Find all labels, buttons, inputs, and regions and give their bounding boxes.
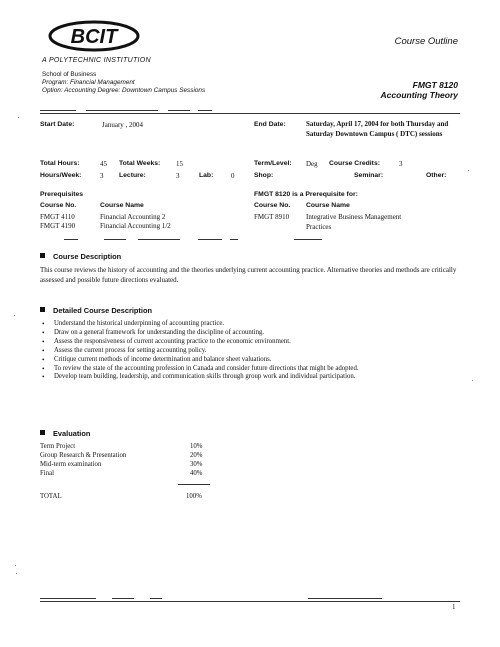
lecture-label: Lecture: [119, 172, 146, 179]
hours-week-label: Hours/Week: [40, 172, 82, 179]
term-level-label: Term/Level: [254, 160, 292, 167]
total-weeks-value: 15 [176, 160, 183, 168]
footer-dash [150, 598, 162, 599]
evaluation-total-pct: 100% [186, 493, 202, 500]
other-label: Other: [426, 172, 447, 179]
program-block [42, 71, 205, 95]
evaluation-pct: 20% [190, 452, 203, 459]
footer-dash [112, 598, 134, 599]
scan-speck [468, 170, 469, 171]
total-rule [178, 484, 210, 485]
option-name: Option: Accounting Degree: Downtown Campus Sessions [42, 87, 206, 94]
list-item: • Critique current methods of income determination and balance sheet valuations. [40, 356, 465, 365]
section-title: Evaluation [53, 429, 91, 438]
document-type: Course Outline [394, 36, 458, 47]
start-date-value: January , 2004 [102, 121, 144, 129]
list-item: • Assess the responsiveness of current accounting practice to the economic environment. [40, 338, 465, 347]
evaluation-pct: 40% [190, 470, 203, 477]
section-title: Detailed Course Description [53, 306, 152, 315]
footer-divider [40, 601, 460, 602]
end-date-value: Saturday, April 17, 2004 for both Thursday and Saturday Downtown Campus ( DTC) sessions [306, 120, 449, 138]
scan-speck [14, 315, 15, 316]
page-number: 1 [452, 603, 456, 611]
shop-label: Shop: [254, 172, 274, 179]
evaluation-pct: 10% [190, 443, 203, 450]
detailed-description-list [40, 320, 465, 382]
lab-label: Lab: [199, 172, 214, 179]
total-hours-value: 45 [100, 160, 107, 168]
scan-speck [472, 380, 473, 381]
divider-dash [86, 110, 158, 111]
prerequisite-for-title: FMGT 8120 is a Prerequisite for: [254, 191, 358, 198]
divider-dash [64, 239, 78, 240]
section-title: Course Description [53, 252, 122, 261]
divider-dash [198, 239, 222, 240]
program-name: Program: Financial Management [42, 79, 135, 86]
list-item: • To review the state of the accounting profession in Canada and consider future directions that might be adopted. [40, 365, 465, 374]
prereq-row-no: FMGT 4110 [40, 213, 75, 221]
divider-dash [40, 110, 76, 111]
divider-dash [294, 239, 322, 240]
scan-speck [15, 565, 16, 566]
scan-speck [18, 117, 19, 118]
bullet-square-icon [40, 253, 45, 258]
list-item: • Assess the current process for setting accounting policy. [40, 347, 465, 356]
bullet-square-icon [40, 430, 45, 435]
prereq-col-course-no: Course No. [40, 202, 77, 209]
divider-dash [198, 110, 212, 111]
prereq-row-name: Financial Accounting 1/2 [100, 222, 171, 230]
divider-dash [104, 239, 126, 240]
course-heading [381, 80, 458, 100]
prereq-for-col-course-no: Course No. [254, 202, 291, 209]
course-title: Accounting Theory [380, 90, 458, 100]
course-description-heading [40, 252, 121, 261]
prereq-for-col-course-name: Course Name [306, 202, 350, 209]
list-item: • Develop team building, leadership, and communication skills through group work and individual participation. [40, 373, 465, 382]
course-description-text: This course reviews the history of accounting and the theories underlying current accounting practice. Alternative theories and methods are critically assessed and possible future directions evaluated. [40, 266, 457, 284]
total-hours-label: Total Hours: [40, 160, 80, 167]
evaluation-heading [40, 429, 90, 438]
course-credits-label: Course Credits: [329, 160, 380, 167]
evaluation-item: Mid-term examination [40, 461, 102, 468]
evaluation-item: Term Project [40, 443, 76, 450]
evaluation-item: Group Research & Presentation [40, 452, 127, 459]
divider-dash [230, 239, 238, 240]
hours-week-value: 3 [100, 172, 104, 180]
seminar-label: Seminar: [354, 172, 384, 179]
lab-value: 0 [231, 172, 235, 180]
prereq-for-row-name: Integrative Business Management Practices [306, 213, 402, 231]
footer-dash [40, 598, 96, 599]
institution-tagline: A POLYTECHNIC INSTITUTION [42, 57, 151, 64]
term-level-value: Deg [306, 160, 318, 168]
divider-dash [138, 239, 180, 240]
course-credits-value: 3 [399, 160, 403, 168]
list-item: • Draw on a general framework for understanding the discipline of accounting. [40, 329, 465, 338]
evaluation-item: Final [40, 470, 54, 477]
bullet-square-icon [40, 307, 45, 312]
header-divider [40, 113, 460, 114]
bcit-logo [42, 18, 152, 60]
school-name: School of Business [42, 71, 97, 78]
logo-wordmark: BCIT [70, 26, 118, 48]
prereq-for-row-no: FMGT 8910 [254, 213, 290, 221]
prereq-col-course-name: Course Name [100, 202, 144, 209]
evaluation-total-label: TOTAL [40, 493, 62, 500]
list-item: • Understand the historical underpinning of accounting practice. [40, 320, 465, 329]
course-code: FMGT 8120 [412, 80, 458, 90]
footer-dash [308, 598, 382, 599]
lecture-value: 3 [176, 172, 180, 180]
detailed-description-heading [40, 306, 152, 315]
prereq-row-no: FMGT 4190 [40, 222, 76, 230]
divider-dash [168, 110, 190, 111]
end-date-label: End Date: [254, 121, 286, 128]
start-date-label: Start Date: [40, 121, 75, 128]
evaluation-pct: 30% [190, 461, 203, 468]
prereq-row-name: Financial Accounting 2 [100, 213, 166, 221]
prerequisites-title: Prerequisites [40, 191, 84, 198]
scan-speck [16, 573, 17, 574]
total-weeks-label: Total Weeks: [119, 160, 161, 167]
